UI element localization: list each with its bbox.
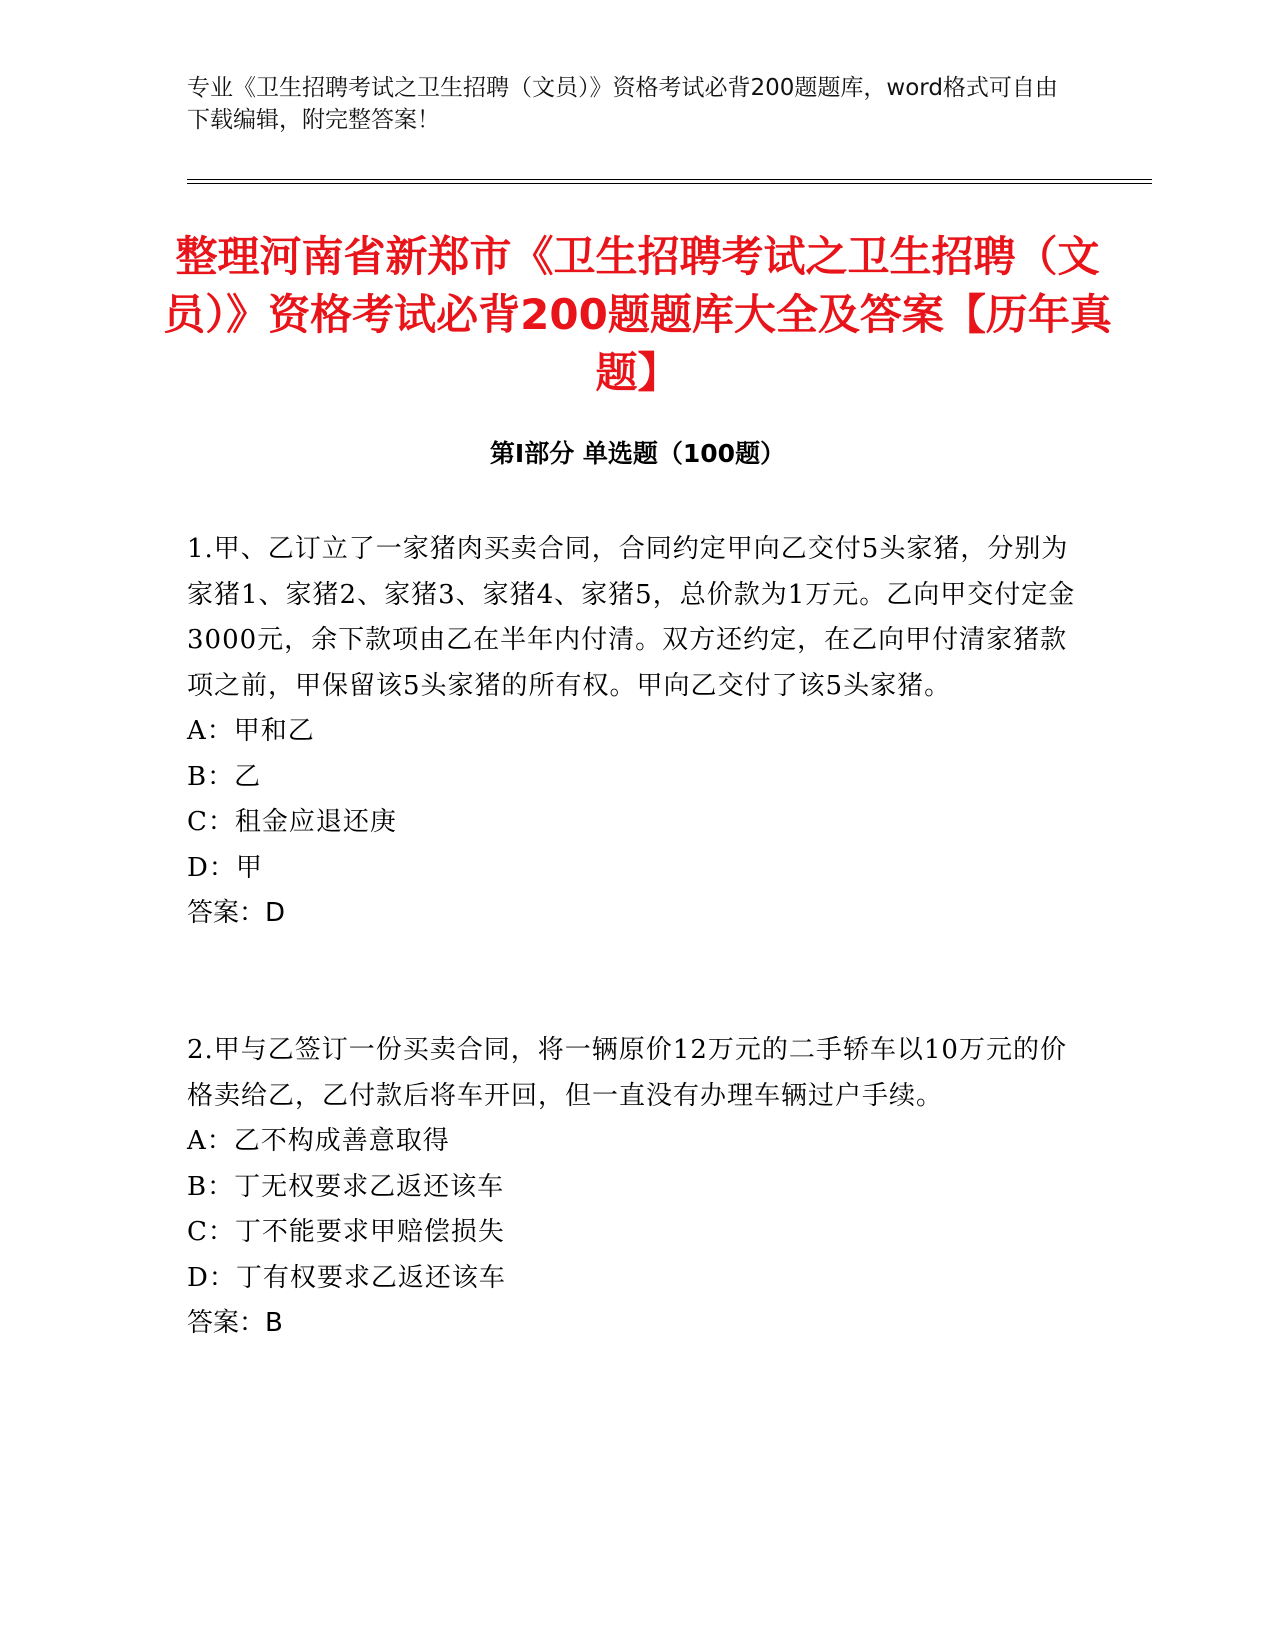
answer: 答案：B	[187, 1308, 283, 1338]
question-1	[187, 527, 1077, 937]
question-stem: 2.甲与乙签订一份买卖合同，将一辆原价12万元的二手轿车以10万元的价格卖给乙，乙付款后将车开回，但一直没有办理车辆过户手续。	[187, 1035, 1067, 1111]
header-divider-bottom	[187, 183, 1152, 184]
option-d: D：甲	[187, 852, 263, 883]
option-d: D：丁有权要求乙返还该车	[187, 1262, 506, 1293]
answer: 答案：D	[187, 898, 286, 928]
document-title: 整理河南省新郑市《卫生招聘考试之卫生招聘（文员）》资格考试必背200题题库大全及答案【历年真题】	[163, 232, 1112, 397]
option-b: B：丁无权要求乙返还该车	[187, 1171, 505, 1202]
question-2	[187, 1028, 1077, 1347]
option-a: A：甲和乙	[187, 716, 315, 746]
option-c: C：丁不能要求甲赔偿损失	[187, 1217, 505, 1247]
option-a: A：乙不构成善意取得	[187, 1126, 450, 1156]
section-title: 第I部分 单选题（100题）	[489, 439, 786, 468]
option-b: B：乙	[187, 761, 262, 792]
header-note: 专业《卫生招聘考试之卫生招聘（文员）》资格考试必背200题题库，word格式可自由下载编辑，附完整答案！	[187, 75, 1058, 133]
header-divider-top	[187, 179, 1152, 180]
question-stem: 1.甲、乙订立了一家猪肉买卖合同，合同约定甲向乙交付5头家猪，分别为家猪1、家猪2、家猪3、家猪4、家猪5，总价款为1万元。乙向甲交付定金3000元，余下款项由乙在半年内付清。双方还约定，在乙向甲付清家猪款项之前，甲保留该5头家猪的所有权。甲向乙交付了该5头家猪。	[187, 534, 1076, 701]
option-c: C：租金应退还庚	[187, 807, 397, 837]
